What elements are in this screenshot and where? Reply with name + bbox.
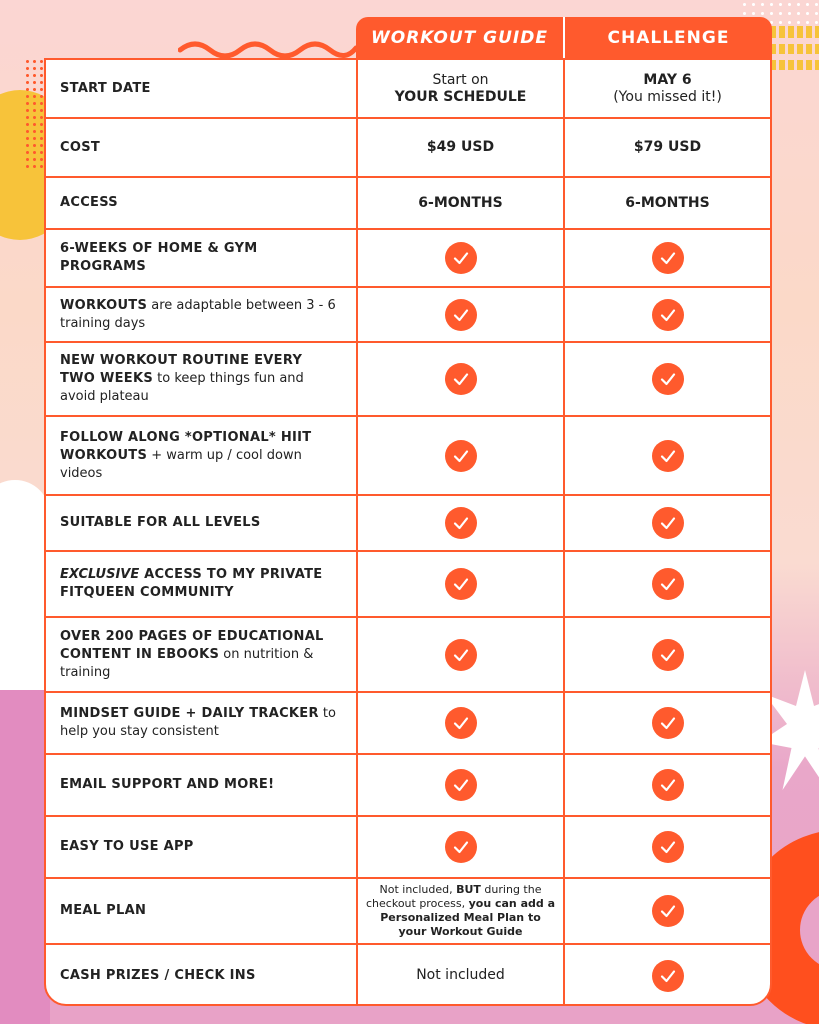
feature-label	[46, 945, 358, 1006]
check-icon	[652, 568, 684, 600]
workout-guide-cell	[358, 60, 565, 117]
challenge-cell	[565, 417, 770, 494]
cell-text: + warm up / cool down videos	[60, 447, 302, 481]
challenge-cell	[565, 119, 770, 176]
check-icon	[652, 507, 684, 539]
cell-text: FOLLOW ALONG *OPTIONAL* HIIT WORKOUTS	[60, 429, 312, 463]
table-row	[46, 755, 770, 817]
feature-label	[46, 817, 358, 877]
cell-text: you can add a Personalized Meal Plan to your Workout Guide	[380, 897, 556, 938]
cell-text: CASH PRIZES / CHECK INS	[60, 967, 256, 983]
cell-text: Not included	[416, 967, 505, 983]
feature-label	[46, 230, 358, 286]
check-icon	[445, 769, 477, 801]
challenge-cell	[565, 817, 770, 877]
feature-label	[46, 60, 358, 117]
feature-label	[46, 417, 358, 494]
table-row	[46, 288, 770, 343]
cell-text: (You missed it!)	[613, 88, 722, 105]
yellow-stripe-decoration	[770, 44, 819, 54]
squiggle-decoration	[178, 36, 358, 60]
comparison-table	[44, 58, 772, 1006]
workout-guide-cell	[358, 417, 565, 494]
table-row	[46, 178, 770, 230]
table-row	[46, 119, 770, 178]
cell-text: EASY TO USE APP	[60, 839, 194, 854]
feature-label	[46, 879, 358, 943]
table-row	[46, 552, 770, 618]
workout-guide-cell	[358, 552, 565, 616]
challenge-cell	[565, 552, 770, 616]
cell-text: NEW WORKOUT ROUTINE EVERY TWO WEEKS	[60, 353, 303, 386]
table-row	[46, 693, 770, 755]
table-row	[46, 945, 770, 1006]
challenge-cell	[565, 60, 770, 117]
feature-label	[46, 119, 358, 176]
check-icon	[652, 960, 684, 992]
yellow-stripe-decoration	[770, 26, 819, 38]
challenge-cell	[565, 178, 770, 228]
check-icon	[652, 639, 684, 671]
workout-guide-cell	[358, 945, 565, 1006]
workout-guide-cell	[358, 288, 565, 341]
cell-text: Not included,	[379, 883, 457, 896]
check-icon	[652, 242, 684, 274]
check-icon	[445, 440, 477, 472]
challenge-cell	[565, 288, 770, 341]
cell-text: 6-MONTHS	[625, 194, 710, 211]
check-icon	[652, 440, 684, 472]
cell-text: OVER 200 PAGES OF EDUCATIONAL CONTENT IN EBOOKS	[60, 628, 324, 662]
workout-guide-cell	[358, 618, 565, 691]
cell-text: $79 USD	[633, 139, 702, 155]
check-icon	[445, 507, 477, 539]
cell-text: MAY 6	[643, 71, 692, 88]
cell-text: are adaptable between 3 - 6 training days	[60, 297, 336, 331]
cell-text: EMAIL SUPPORT AND MORE!	[60, 777, 275, 792]
check-icon	[445, 363, 477, 395]
workout-guide-cell	[358, 817, 565, 877]
pink-blob-decoration	[0, 690, 50, 1024]
table-row	[46, 230, 770, 288]
challenge-cell	[565, 496, 770, 550]
check-icon	[652, 299, 684, 331]
check-icon	[652, 707, 684, 739]
check-icon	[652, 363, 684, 395]
cell-text: ACCESS	[60, 195, 118, 210]
feature-label	[46, 496, 358, 550]
cell-text: ACCESS TO MY PRIVATE FITQUEEN COMMUNITY	[60, 567, 323, 600]
header-workout-guide: WORKOUT GUIDE	[356, 17, 565, 59]
check-icon	[445, 242, 477, 274]
table-row	[46, 618, 770, 693]
workout-guide-cell	[358, 343, 565, 415]
workout-guide-cell	[358, 496, 565, 550]
cell-text: 6-MONTHS	[418, 194, 503, 211]
cell-text: BUT	[456, 883, 481, 896]
table-row	[46, 343, 770, 417]
cell-text: WORKOUTS	[60, 297, 148, 313]
table-row	[46, 60, 770, 119]
challenge-cell	[565, 230, 770, 286]
check-icon	[445, 299, 477, 331]
workout-guide-cell	[358, 119, 565, 176]
cell-text: MINDSET GUIDE + DAILY TRACKER	[60, 706, 319, 721]
table-row	[46, 417, 770, 496]
yellow-stripe-decoration	[770, 60, 819, 70]
check-icon	[445, 831, 477, 863]
cell-text: COST	[60, 139, 101, 155]
feature-label	[46, 552, 358, 616]
table-row	[46, 496, 770, 552]
feature-label	[46, 618, 358, 691]
cell-text: $49 USD	[426, 139, 495, 155]
cell-text: on nutrition & training	[60, 646, 314, 680]
challenge-cell	[565, 945, 770, 1006]
workout-guide-cell	[358, 693, 565, 753]
cell-text: 6-WEEKS OF HOME & GYM PROGRAMS	[60, 241, 258, 274]
check-icon	[445, 568, 477, 600]
cell-text: YOUR SCHEDULE	[394, 88, 527, 105]
workout-guide-cell	[358, 755, 565, 815]
workout-guide-cell	[358, 230, 565, 286]
column-headers	[356, 17, 772, 59]
check-icon	[652, 895, 684, 927]
cell-text: to keep things fun and avoid plateau	[60, 371, 304, 404]
workout-guide-cell	[358, 879, 565, 943]
feature-label	[46, 178, 358, 228]
cell-text: Start on	[432, 71, 489, 88]
cell-text: during the checkout process,	[366, 883, 542, 910]
feature-label	[46, 755, 358, 815]
check-icon	[652, 769, 684, 801]
table-row	[46, 879, 770, 945]
table-row	[46, 817, 770, 879]
feature-label	[46, 693, 358, 753]
challenge-cell	[565, 755, 770, 815]
workout-guide-cell	[358, 178, 565, 228]
cell-text: START DATE	[60, 80, 151, 96]
challenge-cell	[565, 618, 770, 691]
feature-label	[46, 288, 358, 341]
check-icon	[445, 707, 477, 739]
check-icon	[445, 639, 477, 671]
white-blob-decoration	[0, 480, 50, 710]
cell-text: MEAL PLAN	[60, 903, 147, 918]
challenge-cell	[565, 879, 770, 943]
header-challenge: CHALLENGE	[607, 28, 730, 48]
cell-text: EXCLUSIVE	[60, 567, 140, 582]
challenge-cell	[565, 343, 770, 415]
check-icon	[652, 831, 684, 863]
cell-text: to help you stay consistent	[60, 706, 336, 739]
challenge-cell	[565, 693, 770, 753]
feature-label	[46, 343, 358, 415]
cell-text: SUITABLE FOR ALL LEVELS	[60, 515, 261, 530]
